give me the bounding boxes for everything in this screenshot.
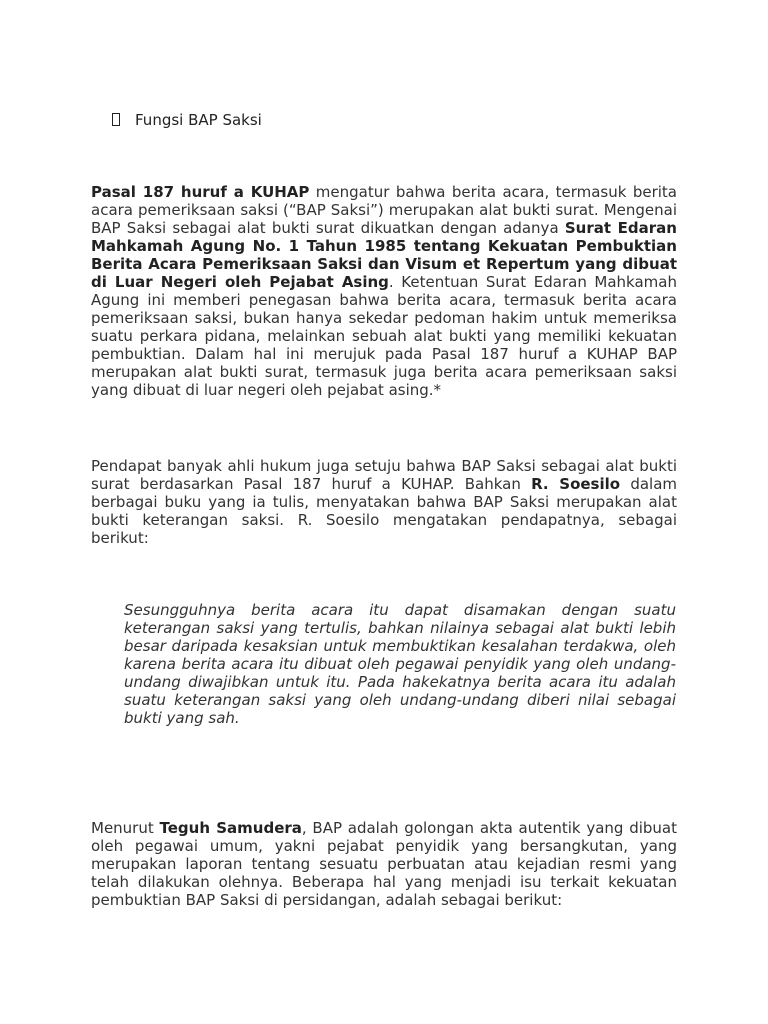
paragraph-text: , BAP adalah golongan akta autentik yang dibuat oleh pegawai umum, yakni pejabat penyidik yang bersangkutan, yang merupakan laporan tentang sesuatu perbuatan atau kejadian resmi yang telah dilakukan olehnya. Beberapa hal yang menjadi isu terkait kekuatan pembuktian BAP Saksi di persidangan, adalah sebagai berikut: bbox=[91, 819, 677, 909]
paragraph-text: . Ketentuan Surat Edaran Mahkamah Agung ini memberi penegasan bahwa berita acara, termasuk berita acara pemeriksaan saksi, bukan hanya sekedar pedoman hakim untuk memeriksa suatu perkara pidana, melainkan sebuah alat bukti yang memiliki kekuatan pembuktian. Dalam hal ini merujuk pada Pasal 187 huruf a KUHAP BAP merupakan alat bukti surat, termasuk juga berita acara pemeriksaan saksi yang dibuat di luar negeri oleh pejabat asing.* bbox=[91, 273, 677, 399]
section-heading bbox=[112, 111, 262, 129]
paragraph-pendapat-ahli bbox=[91, 457, 677, 547]
bold-r-soesilo: R. Soesilo bbox=[531, 475, 621, 493]
bold-surat-edaran: Surat Edaran Mahkamah Agung No. 1 Tahun 1985 tentang Kekuatan Pembuktian Berita Acara Pemeriksaan Saksi dan Visum et Repertum yang dibuat di Luar Negeri oleh Pejabat Asing bbox=[91, 219, 677, 291]
paragraph-teguh-samudera bbox=[91, 819, 677, 909]
paragraph-pasal-187 bbox=[91, 183, 677, 399]
block-quote-soesilo: Sesungguhnya berita acara itu dapat disamakan dengan suatu keterangan saksi yang tertulis, bahkan nilainya sebagai alat bukti lebih besar daripada kesaksian untuk membuktikan kesalahan terdakwa, oleh karena berita acara itu dibuat oleh pegawai penyidik yang oleh undang-undang diwajibkan untuk itu. Pada hakekatnya berita acara itu adalah suatu keterangan saksi yang oleh undang-undang diberi nilai sebagai bukti yang sah. bbox=[124, 601, 676, 727]
section-heading-text: Fungsi BAP Saksi bbox=[135, 111, 262, 129]
paragraph-text: Menurut bbox=[91, 819, 160, 837]
paragraph-text: mengatur bahwa berita acara, termasuk berita acara pemeriksaan saksi (“BAP Saksi”) merupakan alat bukti surat. Mengenai BAP Saksi sebagai alat bukti surat dikuatkan dengan adanya bbox=[91, 183, 677, 237]
paragraph-text: Pendapat banyak ahli hukum juga setuju bahwa BAP Saksi sebagai alat bukti surat berdasarkan Pasal 187 huruf a KUHAP. Bahkan bbox=[91, 457, 677, 493]
paragraph-text: dalam berbagai buku yang ia tulis, menyatakan bahwa BAP Saksi merupakan alat bukti keterangan saksi. R. Soesilo mengatakan pendapatnya, sebagai berikut: bbox=[91, 475, 677, 547]
bold-pasal-187: Pasal 187 huruf a KUHAP bbox=[91, 183, 310, 201]
square-bullet-icon bbox=[112, 113, 120, 126]
bold-teguh-samudera: Teguh Samudera bbox=[159, 819, 302, 837]
